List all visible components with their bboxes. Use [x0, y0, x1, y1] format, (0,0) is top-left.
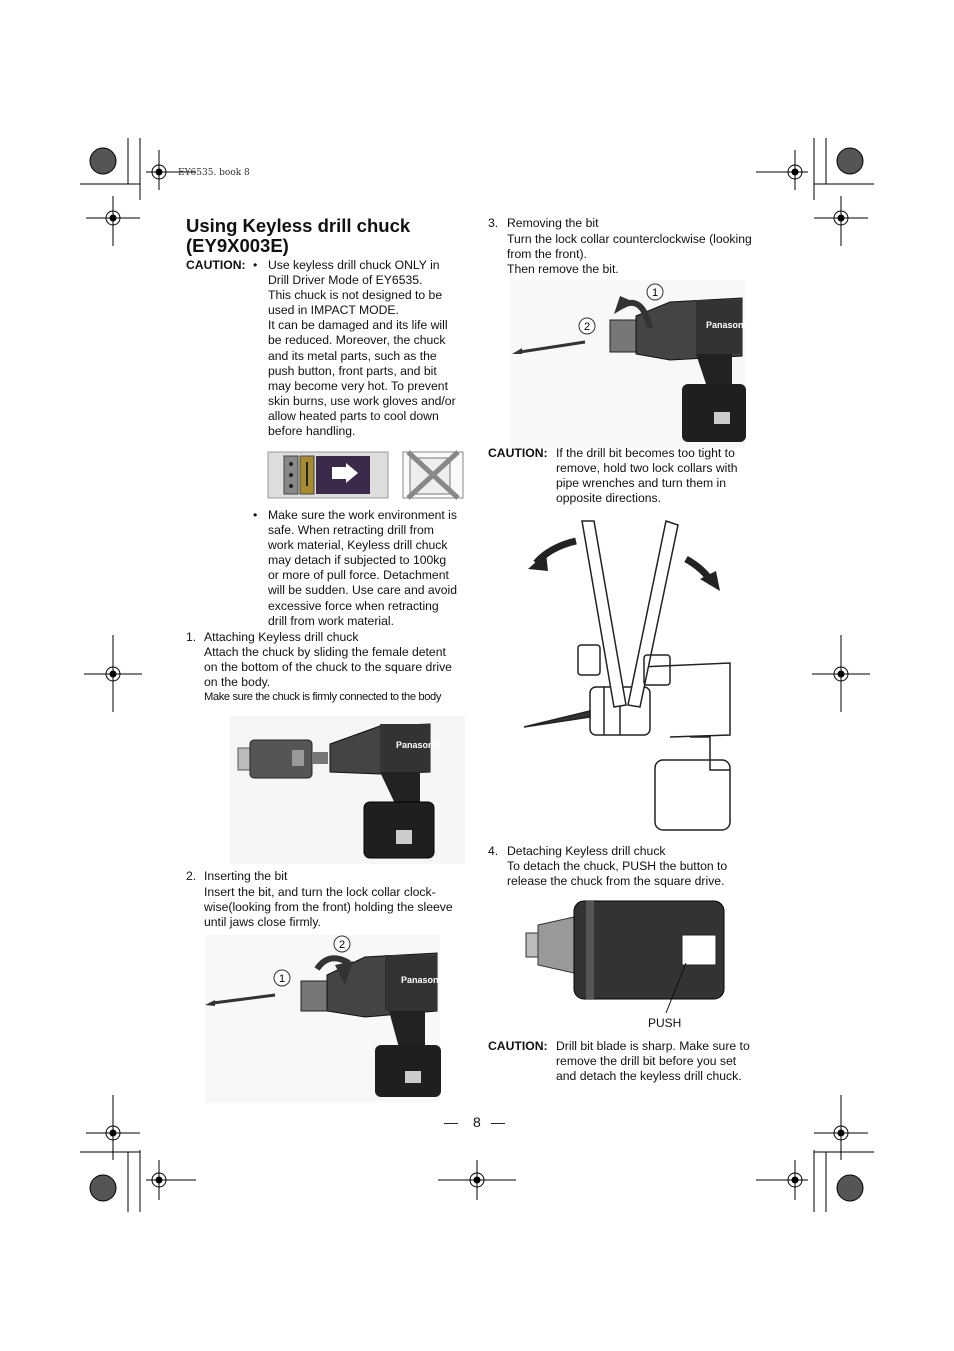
caution-label-4: CAUTION: — [488, 1039, 548, 1053]
text-line: Drill bit blade is sharp. Make sure to — [556, 1039, 750, 1053]
text-line: work material, Keyless drill chuck — [268, 538, 448, 553]
insert-bit-figure — [205, 935, 447, 1103]
text-line: excessive force when retracting — [268, 598, 439, 613]
step-2-number: 2. — [186, 869, 197, 883]
file-header: EY6535. book 8 — [178, 168, 250, 178]
caution-1-text — [268, 258, 465, 439]
step-2-text — [204, 885, 465, 930]
text-line: drill from work material. — [268, 613, 394, 628]
step-1-title: Attaching Keyless drill chuck — [204, 630, 359, 644]
step-2-title: Inserting the bit — [204, 869, 288, 883]
caution-2-text — [268, 508, 465, 629]
step-3-text — [507, 232, 768, 277]
remove-bit-figure — [510, 280, 752, 448]
text-line: Insert the bit, and turn the lock collar clock- — [204, 885, 436, 899]
text-line: will be sudden. Use care and avoid — [268, 583, 458, 598]
text-line: opposite directions. — [556, 491, 662, 506]
text-line: Attach the chuck by sliding the female detent — [204, 645, 446, 659]
bullet-2: • — [253, 508, 258, 522]
title-line-2: (EY9X003E) — [186, 235, 289, 256]
chuck-push-figure — [526, 895, 731, 1005]
mode-selector-figure — [268, 450, 468, 500]
text-line: and its metal parts, such as the — [268, 348, 437, 363]
text-line: pipe wrenches and turn them in — [556, 476, 727, 491]
text-line: Use keyless drill chuck ONLY in — [268, 258, 440, 272]
page-number: 8 — [473, 1114, 481, 1130]
text-line: on the body. — [204, 675, 271, 690]
text-line: remove, hold two lock collars with — [556, 461, 738, 476]
text-line: until jaws close firmly. — [204, 915, 321, 930]
push-label: PUSH — [648, 1016, 682, 1030]
text-line: may detach if subjected to 100kg — [268, 553, 447, 568]
text-line: from the front). — [507, 247, 587, 262]
text-line: used in IMPACT MODE. — [268, 303, 399, 318]
footer-dash-left: — — [444, 1114, 458, 1130]
caution-3-text — [556, 446, 768, 506]
step-4-number: 4. — [488, 844, 499, 858]
page-title — [186, 216, 466, 256]
text-line: Drill Driver Mode of EY6535. — [268, 273, 423, 288]
text-line: Turn the lock collar counterclockwise (looking — [507, 232, 752, 246]
text-line: push button, front parts, and bit — [268, 363, 437, 378]
attach-chuck-figure — [230, 716, 465, 864]
text-line: remove the drill bit before you set — [556, 1054, 737, 1069]
text-line: Then remove the bit. — [507, 262, 619, 277]
text-line: and detach the keyless drill chuck. — [556, 1069, 742, 1084]
text-line: skin burns, use work gloves and/or — [268, 393, 456, 408]
brand-label: Panasonic — [401, 975, 447, 985]
text-line: safe. When retracting drill from — [268, 523, 434, 538]
text-line: It can be damaged and its life will — [268, 318, 448, 333]
step-1-number: 1. — [186, 630, 197, 644]
step-4-text — [507, 859, 768, 889]
marker-2: 2 — [338, 939, 346, 951]
marker-1: 1 — [278, 973, 286, 985]
text-line: Make sure the work environment is — [268, 508, 457, 522]
brand-label: Panasonic — [396, 740, 442, 750]
text-line: on the bottom of the chuck to the square drive — [204, 660, 452, 675]
step-1-text — [204, 645, 465, 690]
brand-label: Panasonic — [706, 320, 752, 330]
pipe-wrench-figure — [520, 515, 730, 835]
marker-1: 1 — [651, 287, 659, 299]
text-line: If the drill bit becomes too tight to — [556, 446, 735, 460]
text-line: or more of pull force. Detachment — [268, 568, 449, 583]
caution-label-1: CAUTION: — [186, 258, 246, 272]
step-3-number: 3. — [488, 216, 499, 230]
text-line: may become very hot. To prevent — [268, 378, 448, 393]
text-line: This chuck is not designed to be — [268, 288, 443, 303]
caution-4-text — [556, 1039, 768, 1084]
text-line: before handling. — [268, 424, 356, 439]
title-line-1: Using Keyless drill chuck — [186, 215, 411, 236]
text-line: be reduced. Moreover, the chuck — [268, 333, 446, 348]
step-1-note: Make sure the chuck is firmly connected to the body — [204, 691, 442, 703]
step-4-title: Detaching Keyless drill chuck — [507, 844, 666, 858]
text-line: release the chuck from the square drive. — [507, 874, 725, 889]
text-line: allow heated parts to cool down — [268, 408, 439, 423]
text-line: wise(looking from the front) holding the sleeve — [204, 900, 453, 915]
marker-2: 2 — [583, 321, 591, 333]
step-3-title: Removing the bit — [507, 216, 599, 230]
footer-dash-right: — — [491, 1114, 505, 1130]
text-line: To detach the chuck, PUSH the button to — [507, 859, 728, 873]
bullet-1: • — [253, 258, 258, 272]
caution-label-3: CAUTION: — [488, 446, 548, 460]
